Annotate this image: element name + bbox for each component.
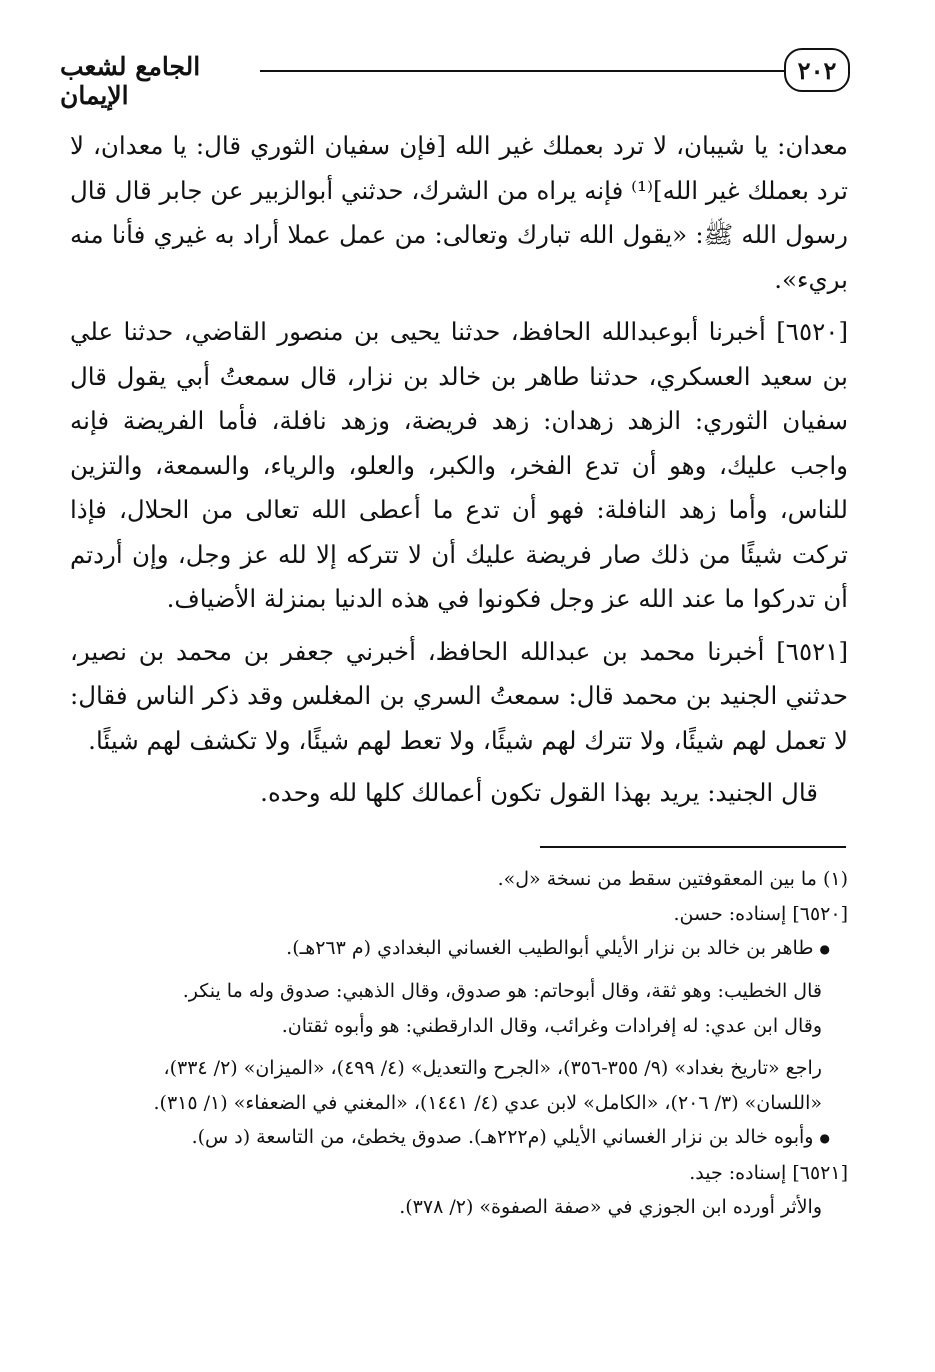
isnad-6521: [٦٥٢١] إسناده: جيد.	[689, 1161, 848, 1184]
khatib-note: قال الخطيب: وهو ثقة، وقال أبوحاتم: هو صدوق، وقال الذهبي: صدوق وله ما ينكر.	[182, 980, 822, 1003]
main-text	[70, 124, 848, 816]
narrator-note-1	[70, 931, 848, 966]
paragraph-junaid: قال الجنيد: يريد بهذا القول تكون أعمالك كلها لله وحده.	[260, 778, 818, 807]
paragraph-continuation: معدان: يا شيبان، لا ترد بعملك غير الله [فإن سفيان الثوري قال: يا معدان، لا ترد بعملك غير الله]⁽¹⁾ فإنه يراه من الشرك، حدثني أبوالزبير عن جابر قال قال رسول الله ﷺ: «يقول الله تبارك وتعالى: من عمل عملا أراد به غيري فأنا منه بريء».	[70, 131, 848, 294]
ibn-adi-note: وقال ابن عدي: له إفرادات وغرائب، وقال الدارقطني: هو وأبوه ثقتان.	[281, 1014, 822, 1037]
bullet-icon: ●	[819, 1131, 830, 1145]
footnote-separator	[540, 846, 846, 848]
header-rule	[260, 70, 784, 72]
footnotes	[70, 862, 848, 1225]
isnad-6520: [٦٥٢٠] إسناده: حسن.	[673, 902, 848, 925]
page-number: ٢٠٢	[784, 48, 850, 92]
paragraph-6521: [٦٥٢١] أخبرنا محمد بن عبدالله الحافظ، أخبرني جعفر بن محمد بن نصير، حدثني الجنيد بن محمد قال: سمعتُ السري بن المغلس وقد ذكر الناس فقال: لا تعمل لهم شيئًا، ولا تترك لهم شيئًا، ولا تعط لهم شيئًا، ولا تكشف لهم شيئًا.	[70, 636, 848, 755]
narrator-note-2	[70, 1120, 848, 1155]
paragraph-6520: [٦٥٢٠] أخبرنا أبوعبدالله الحافظ، حدثنا يحيى بن منصور القاضي، حدثنا علي بن سعيد العسكري، حدثنا طاهر بن خالد بن نزار، قال سمعتُ أبي يقول قال سفيان الثوري: الزهد زهدان: زهد فريضة، وزهد نافلة، فأما الفريضة فإنه واجب عليك، وهو أن تدع الفخر، والكبر، والعلو، والرياء، والسمعة، والتزين للناس، وأما زهد النافلة: فهو أن تدع ما أعطى الله تعالى من الحلال، فإذا تركت شيئًا من ذلك صار فريضة عليك أن لا تتركه إلا لله عز وجل، وإن أردتم أن تدركوا ما عند الله عز وجل فكونوا في هذه الدنيا بمنزلة الأضياف.	[70, 317, 848, 613]
references-line-2: «اللسان» (٣/ ٢٠٦)، «الكامل» لابن عدي (٤/ ١٤٤١)، «المغني في الضعفاء» (١/ ٣١٥).	[153, 1091, 822, 1114]
page-header	[60, 48, 850, 110]
running-title: الجامع لشعب الإيمان	[60, 52, 201, 110]
bullet-icon: ●	[819, 941, 830, 956]
references-line-1: راجع «تاريخ بغداد» (٩/ ٣٥٥-٣٥٦)، «الجرح والتعديل» (٤/ ٤٩٩)، «الميزان» (٢/ ٣٣٤)،	[163, 1057, 822, 1080]
narrator-note-2-text: وأبوه خالد بن نزار الغساني الأيلي (م٢٢٢هـ). صدوق يخطئ، من التاسعة (د س).	[191, 1126, 814, 1149]
footnote-1: (١) ما بين المعقوفتين سقط من نسخة «ل».	[497, 868, 848, 890]
narrator-note-1-text: طاهر بن خالد بن نزار الأيلي أبوالطيب الغساني البغدادي (م ٢٦٣هـ).	[286, 937, 814, 959]
athar-note: والأثر أورده ابن الجوزي في «صفة الصفوة» (٢/ ٣٧٨).	[399, 1196, 822, 1218]
